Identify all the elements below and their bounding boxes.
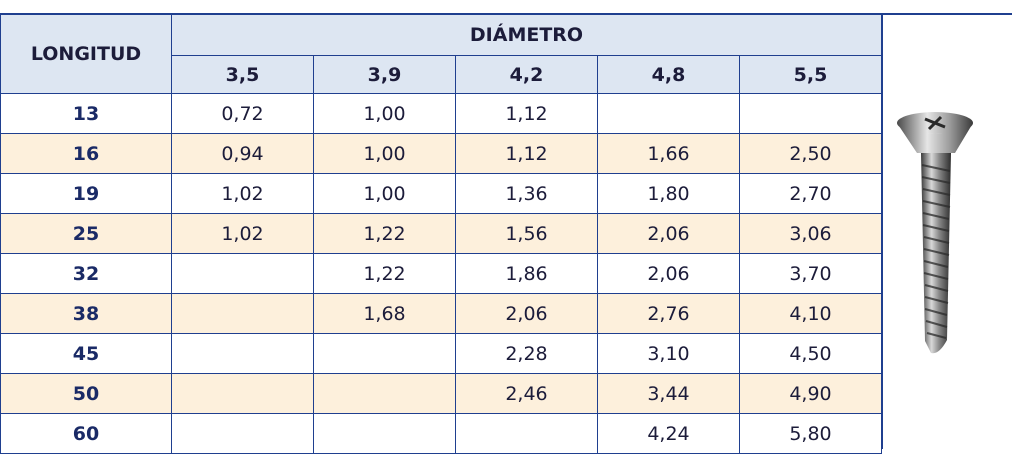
value-cell: [314, 334, 456, 374]
value-cell: 1,56: [456, 214, 598, 254]
value-cell: 2,28: [456, 334, 598, 374]
length-cell: 25: [1, 214, 172, 254]
value-cell: 1,12: [456, 94, 598, 134]
longitud-header: LONGITUD: [1, 15, 172, 94]
table-right-border: [882, 14, 883, 449]
length-cell: 19: [1, 174, 172, 214]
length-cell: 16: [1, 134, 172, 174]
value-cell: 3,06: [740, 214, 882, 254]
table-row: [1, 374, 882, 414]
value-cell: [172, 254, 314, 294]
value-cell: 0,72: [172, 94, 314, 134]
diameter-header-1: 3,5: [172, 56, 314, 94]
value-cell: 1,00: [314, 174, 456, 214]
table-row: [1, 214, 882, 254]
value-cell: [172, 294, 314, 334]
value-cell: 1,80: [598, 174, 740, 214]
value-cell: 2,06: [598, 214, 740, 254]
value-cell: 3,44: [598, 374, 740, 414]
diametro-header: DIÁMETRO: [172, 15, 882, 56]
value-cell: 5,80: [740, 414, 882, 454]
value-cell: 1,00: [314, 134, 456, 174]
value-cell: 1,00: [314, 94, 456, 134]
value-cell: 1,68: [314, 294, 456, 334]
value-cell: [314, 414, 456, 454]
value-cell: 2,50: [740, 134, 882, 174]
value-cell: 1,22: [314, 254, 456, 294]
diameter-header-5: 5,5: [740, 56, 882, 94]
table-row: [1, 334, 882, 374]
value-cell: 4,24: [598, 414, 740, 454]
value-cell: 1,66: [598, 134, 740, 174]
value-cell: 3,10: [598, 334, 740, 374]
value-cell: [456, 414, 598, 454]
length-cell: 32: [1, 254, 172, 294]
table-row: [1, 294, 882, 334]
value-cell: [172, 334, 314, 374]
value-cell: [314, 374, 456, 414]
length-cell: 50: [1, 374, 172, 414]
diameter-header-2: 3,9: [314, 56, 456, 94]
value-cell: [740, 94, 882, 134]
diameter-header-3: 4,2: [456, 56, 598, 94]
table-row: [1, 254, 882, 294]
value-cell: 2,46: [456, 374, 598, 414]
length-cell: 13: [1, 94, 172, 134]
value-cell: [172, 414, 314, 454]
value-cell: 1,86: [456, 254, 598, 294]
countersunk-screw-icon: [895, 105, 975, 360]
diameter-header-4: 4,8: [598, 56, 740, 94]
value-cell: 4,10: [740, 294, 882, 334]
value-cell: 0,94: [172, 134, 314, 174]
value-cell: [172, 374, 314, 414]
value-cell: 4,50: [740, 334, 882, 374]
value-cell: 4,90: [740, 374, 882, 414]
table-row: [1, 134, 882, 174]
value-cell: 1,02: [172, 214, 314, 254]
table-row: [1, 414, 882, 454]
value-cell: [598, 94, 740, 134]
length-cell: 60: [1, 414, 172, 454]
value-cell: 3,70: [740, 254, 882, 294]
length-cell: 45: [1, 334, 172, 374]
value-cell: 2,76: [598, 294, 740, 334]
value-cell: 1,22: [314, 214, 456, 254]
length-cell: 38: [1, 294, 172, 334]
value-cell: 1,36: [456, 174, 598, 214]
table-row: [1, 94, 882, 134]
value-cell: 1,12: [456, 134, 598, 174]
value-cell: 2,70: [740, 174, 882, 214]
value-cell: 1,02: [172, 174, 314, 214]
table-row: [1, 174, 882, 214]
value-cell: 2,06: [456, 294, 598, 334]
table-body: [1, 94, 882, 454]
screw-size-table: [0, 14, 882, 454]
value-cell: 2,06: [598, 254, 740, 294]
